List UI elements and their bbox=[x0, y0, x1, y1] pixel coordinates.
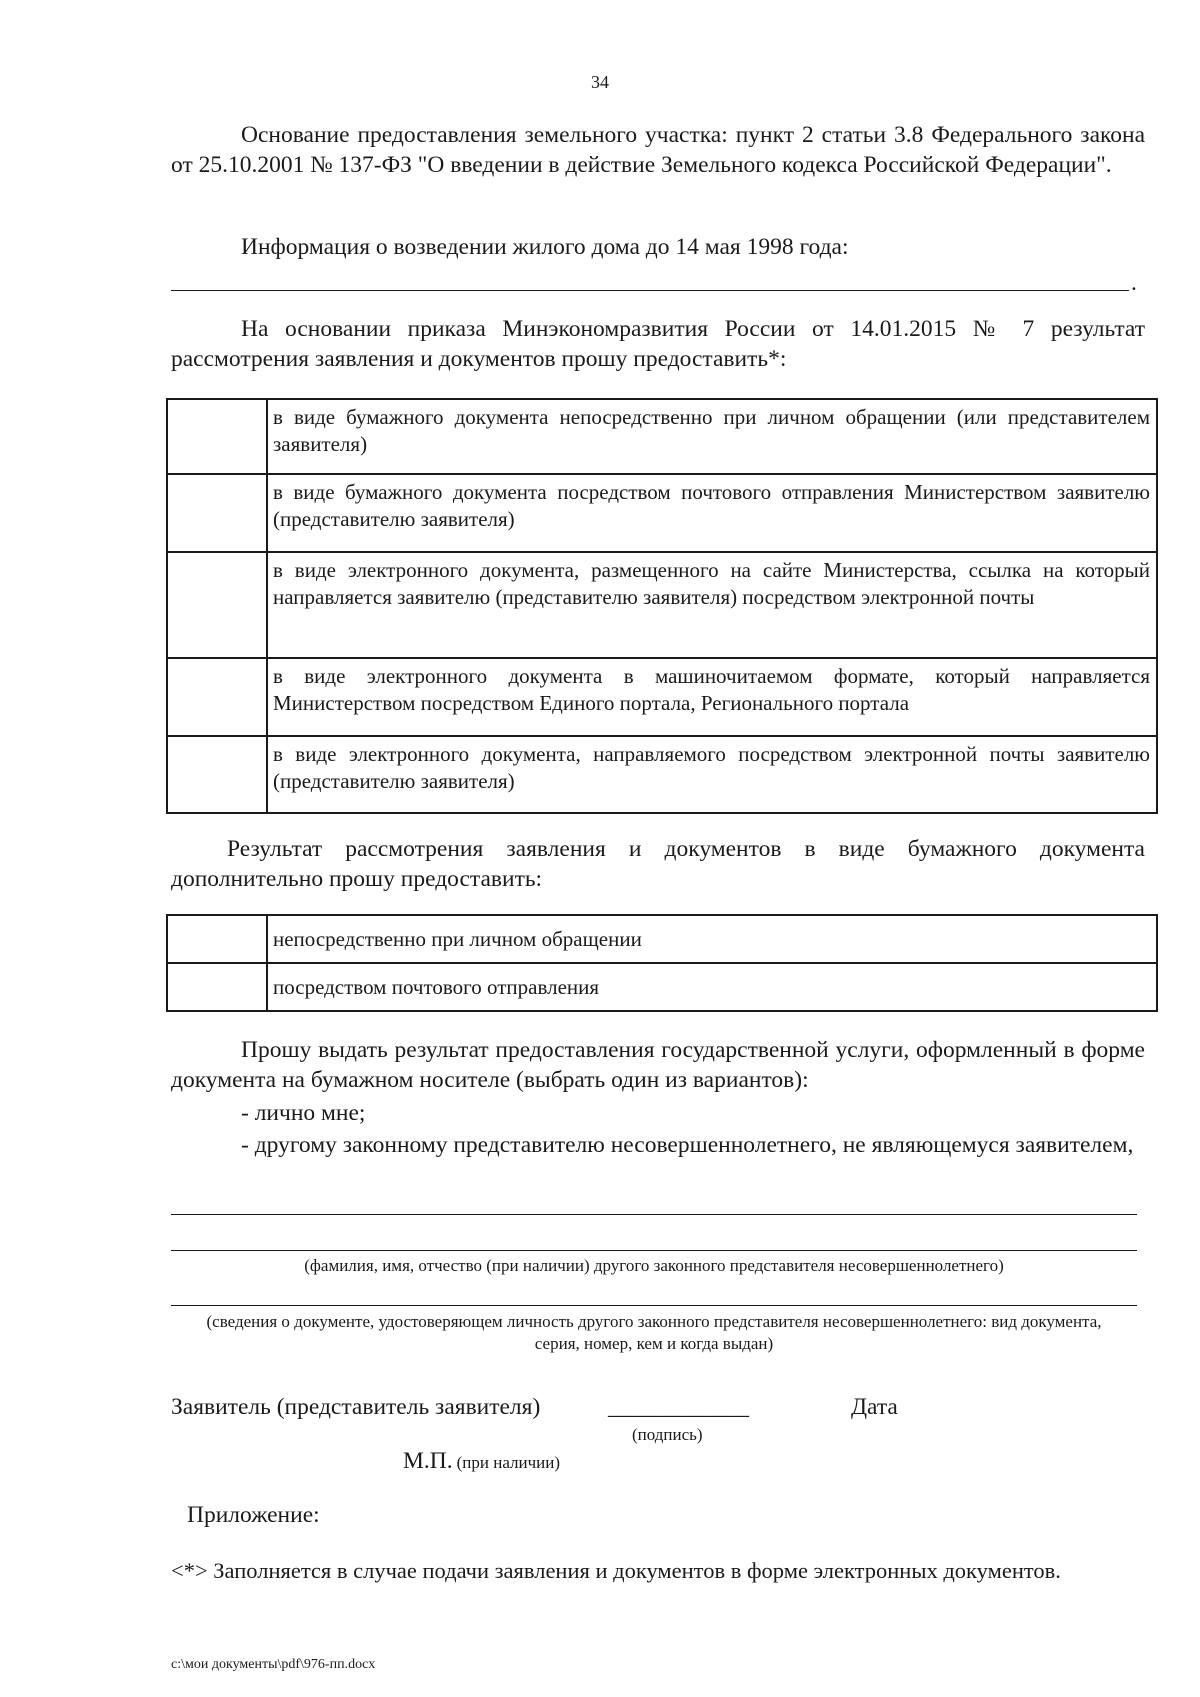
checkbox-cell[interactable] bbox=[167, 552, 267, 658]
checkbox-cell[interactable] bbox=[167, 736, 267, 813]
signature-caption: (подпись) bbox=[632, 1425, 703, 1444]
issue-option-personal: - лично мне; bbox=[241, 1100, 366, 1126]
stamp bbox=[403, 1446, 560, 1476]
file-path: c:\мои документы\pdf\976-пп.docx bbox=[171, 1657, 376, 1672]
house-info-label: Информация о возведении жилого дома до 14 мая 1998 года: bbox=[241, 234, 849, 260]
land-plot-basis: Основание предоставления земельного участка: пункт 2 статьи 3.8 Федерального закона от 25.10.2001 № 137-ФЗ "О введении в действие Земельного кодекса Российской Федерации". bbox=[171, 122, 1145, 178]
checkbox-cell[interactable] bbox=[167, 963, 267, 1011]
table-row bbox=[167, 658, 1157, 736]
footnote: <*> Заполняется в случае подачи заявления и документов в форме электронных документов. bbox=[171, 1558, 1061, 1583]
representative-blank-line-1 bbox=[171, 1214, 1137, 1215]
stamp-label: М.П. bbox=[403, 1448, 453, 1474]
stamp-note: (при наличии) bbox=[456, 1453, 561, 1472]
issue-request: Прошу выдать результат предоставления государственной услуги, оформленный в форме документа на бумажном носителе (выбрать один из вариантов): bbox=[171, 1037, 1145, 1093]
option-text: в виде бумажного документа непосредственно при личном обращении (или представителем заявителя) bbox=[267, 399, 1157, 474]
option-text: непосредственно при личном обращении bbox=[267, 915, 1157, 963]
representative-name-caption: (фамилия, имя, отчество (при наличии) другого законного представителя несовершеннолетнего) bbox=[304, 1256, 1004, 1275]
representative-blank-line-2 bbox=[171, 1250, 1137, 1251]
table-row bbox=[167, 552, 1157, 658]
table-row bbox=[167, 736, 1157, 813]
option-text: в виде бумажного документа посредством почтового отправления Министерством заявителю (представителю заявителя) bbox=[267, 474, 1157, 552]
option-text: в виде электронного документа, направляемого посредством электронной почты заявителю (представителю заявителя) bbox=[267, 736, 1157, 813]
checkbox-cell[interactable] bbox=[167, 915, 267, 963]
option-text: в виде электронного документа, размещенного на сайте Министерства, ссылка на который направляется заявителю (представителю заявителя) посредством электронной почты bbox=[267, 552, 1157, 658]
paper-options-table bbox=[166, 914, 1158, 1012]
house-info-end: . bbox=[1131, 270, 1137, 296]
table-row bbox=[167, 474, 1157, 552]
table-row bbox=[167, 963, 1157, 1011]
paper-result-text: Результат рассмотрения заявления и документов в виде бумажного документа дополнительно прошу предоставить: bbox=[171, 836, 1145, 892]
representative-doc-blank-line bbox=[171, 1305, 1137, 1306]
checkbox-cell[interactable] bbox=[167, 474, 267, 552]
house-info-blank bbox=[171, 290, 1129, 291]
issue-option-representative: - другому законному представителю несовершеннолетнего, не являющемуся заявителем, bbox=[241, 1132, 1134, 1158]
page-number: 34 bbox=[591, 72, 609, 92]
checkbox-cell[interactable] bbox=[167, 399, 267, 474]
checkbox-cell[interactable] bbox=[167, 658, 267, 736]
order-basis: На основании приказа Минэкономразвития России от 14.01.2015 № 7 результат рассмотрения заявления и документов прошу предоставить*: bbox=[171, 316, 1145, 372]
table-row bbox=[167, 399, 1157, 474]
option-text: в виде электронного документа в машиночитаемом формате, который направляется Министерством посредством Единого портала, Регионального портала bbox=[267, 658, 1157, 736]
delivery-options-table bbox=[166, 398, 1158, 814]
attachment-label: Приложение: bbox=[187, 1502, 320, 1528]
table-row bbox=[167, 915, 1157, 963]
option-text: посредством почтового отправления bbox=[267, 963, 1157, 1011]
representative-doc-caption: (сведения о документе, удостоверяющем личность другого законного представителя несовершеннолетнего: вид документа, серия, номер, кем и когда выдан) bbox=[206, 1312, 1102, 1353]
date-label: Дата bbox=[851, 1394, 898, 1420]
signature-blank[interactable]: ____________ bbox=[608, 1394, 749, 1420]
applicant-label: Заявитель (представитель заявителя) bbox=[171, 1394, 541, 1420]
